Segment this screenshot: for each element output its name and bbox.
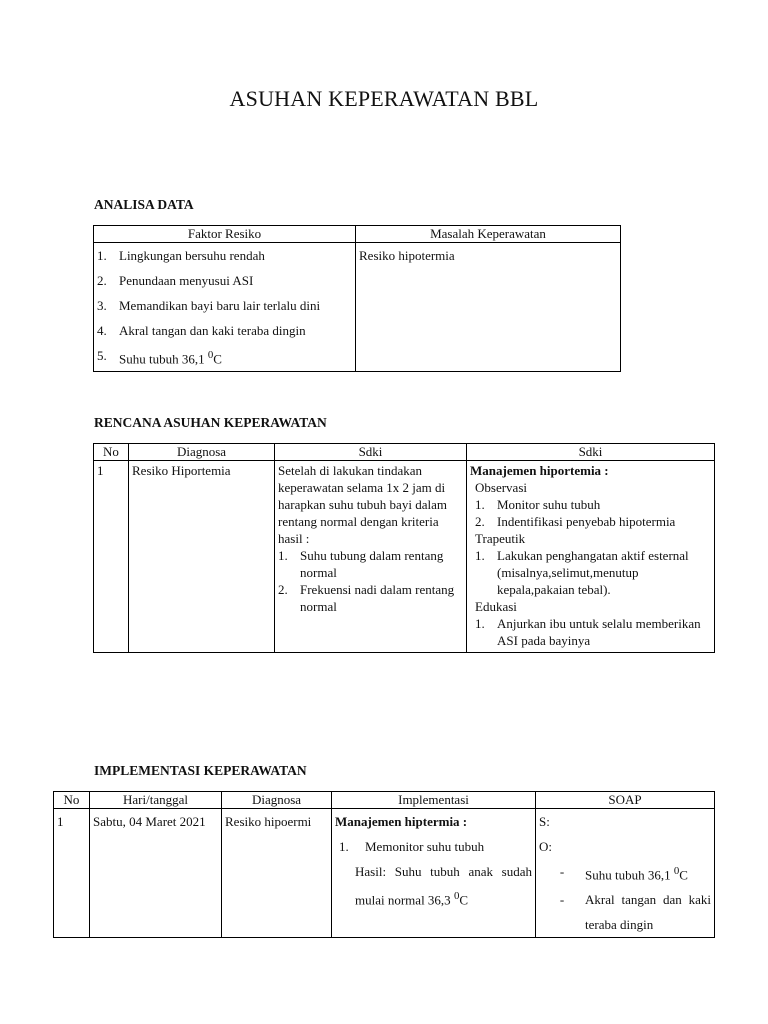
manajemen-title: Manajemen hiportemia :: [470, 463, 609, 478]
list-text: Memandikan bayi baru lair terlalu dini: [119, 298, 321, 313]
col-soap: SOAP: [536, 792, 715, 809]
kriteria-list: [278, 547, 463, 615]
trapeutik-list: [470, 547, 711, 598]
list-item: [97, 293, 352, 318]
impl-hasil: [335, 859, 532, 912]
soap-o: O:: [539, 839, 552, 854]
soap-list: [539, 859, 711, 937]
implementasi-row: [54, 809, 715, 938]
implementasi-header-row: [54, 792, 715, 809]
list-item: [97, 343, 352, 371]
list-number: 3.: [97, 298, 107, 313]
hari-cell: Sabtu, 04 Maret 2021: [90, 809, 222, 938]
col-no: No: [54, 792, 90, 809]
list-item: [278, 547, 463, 581]
list-item: [278, 581, 463, 615]
col-sdki: Sdki: [275, 444, 467, 461]
list-text: Memonitor suhu tubuh: [365, 839, 485, 854]
edukasi-list: [470, 615, 711, 649]
rencana-table: [93, 443, 715, 653]
list-number: 1.: [278, 548, 288, 563]
list-text: [119, 343, 352, 371]
degree-sup: 0: [673, 865, 680, 877]
list-number: 1.: [475, 548, 485, 563]
list-item: [97, 268, 352, 293]
rencana-row: [94, 461, 715, 653]
list-number: 1.: [475, 616, 485, 631]
rencana-heading: RENCANA ASUHAN KEPERAWATAN: [94, 415, 327, 430]
intervensi-cell: [467, 461, 715, 653]
col-diagnosa: Diagnosa: [129, 444, 275, 461]
col-sdki-2: Sdki: [467, 444, 715, 461]
list-number: 2.: [278, 582, 288, 597]
list-item: [539, 887, 711, 937]
list-item: [475, 615, 711, 649]
no-cell: 1: [54, 809, 90, 938]
list-item: [97, 318, 352, 343]
col-hari-tanggal: Hari/tanggal: [90, 792, 222, 809]
list-number: 4.: [97, 323, 107, 338]
list-number: 2.: [475, 514, 485, 529]
list-number: 1.: [339, 839, 349, 854]
analisa-heading: ANALISA DATA: [94, 197, 194, 212]
list-text: Lingkungan bersuhu rendah: [119, 248, 265, 263]
impl-title: Manajemen hiptermia :: [335, 814, 468, 829]
trapeutik-label: Trapeutik: [475, 531, 526, 546]
temp-value: Suhu tubuh 36,1: [585, 867, 674, 883]
col-no: No: [94, 444, 129, 461]
analisa-table: [93, 225, 621, 372]
list-number: 1.: [97, 248, 107, 263]
soap-cell: [536, 809, 715, 938]
temp-unit: C: [213, 351, 222, 367]
observasi-label: Observasi: [475, 480, 527, 495]
no-cell: 1: [94, 461, 129, 653]
list-text: [585, 859, 711, 887]
edukasi-label: Edukasi: [475, 599, 517, 614]
hasil-text: Hasil: Suhu tubuh anak sudah mulai normal 36,3: [355, 864, 532, 908]
list-item: [475, 547, 711, 598]
faktor-cell: [94, 243, 356, 372]
list-text: Akral tangan dan kaki teraba dingin: [585, 892, 711, 933]
col-masalah-keperawatan: Masalah Keperawatan: [356, 226, 621, 243]
faktor-list: [97, 243, 352, 371]
analisa-header-row: [94, 226, 621, 243]
list-text: Suhu tubung dalam rentang normal: [300, 548, 444, 580]
implementasi-heading: IMPLEMENTASI KEPERAWATAN: [94, 763, 307, 778]
col-faktor-resiko: Faktor Resiko: [94, 226, 356, 243]
list-item: [97, 243, 352, 268]
sdki-intro: Setelah di lakukan tindakan keperawatan selama 1x 2 jam di harapkan suhu tubuh bayi dalam rentang normal dengan kriteria hasil :: [278, 463, 447, 546]
list-item: [539, 859, 711, 887]
list-text: Akral tangan dan kaki teraba dingin: [119, 323, 306, 338]
list-text: Indentifikasi penyebab hipotermia: [497, 514, 676, 529]
masalah-text: Resiko hipotermia: [359, 248, 455, 263]
temp-unit: C: [679, 867, 688, 883]
list-dash: -: [559, 892, 565, 908]
list-text: Lakukan penghangatan aktif esternal (misalnya,selimut,menutup kepala,pakaian tebal).: [497, 548, 689, 597]
list-dash: -: [559, 864, 565, 879]
degree-sup: 0: [453, 890, 460, 902]
diagnosa-cell: Resiko Hiportemia: [129, 461, 275, 653]
list-text: Anjurkan ibu untuk selalu memberikan ASI pada bayinya: [497, 616, 701, 648]
soap-s: S:: [539, 814, 550, 829]
observasi-list: [470, 496, 711, 530]
col-implementasi: Implementasi: [332, 792, 536, 809]
temp-value: Suhu tubuh 36,1: [119, 351, 208, 367]
list-item: [475, 513, 711, 530]
list-item: [475, 496, 711, 513]
sdki-cell: [275, 461, 467, 653]
list-item: [335, 834, 532, 859]
list-number: 5.: [97, 348, 107, 363]
masalah-cell: [356, 243, 621, 372]
implementasi-table: [53, 791, 715, 938]
col-diagnosa: Diagnosa: [222, 792, 332, 809]
implementasi-cell: [332, 809, 536, 938]
degree-sup: 0: [207, 349, 214, 361]
page-title: ASUHAN KEPERAWATAN BBL: [229, 86, 539, 111]
list-text: Penundaan menyusui ASI: [119, 273, 254, 288]
list-text: Frekuensi nadi dalam rentang normal: [300, 582, 455, 614]
temp-unit: C: [459, 892, 469, 908]
list-number: 1.: [475, 497, 485, 512]
analisa-row: [94, 243, 621, 372]
list-number: 2.: [97, 273, 107, 288]
diagnosa-cell: Resiko hipoermi: [222, 809, 332, 938]
list-text: Monitor suhu tubuh: [497, 497, 601, 512]
rencana-header-row: [94, 444, 715, 461]
